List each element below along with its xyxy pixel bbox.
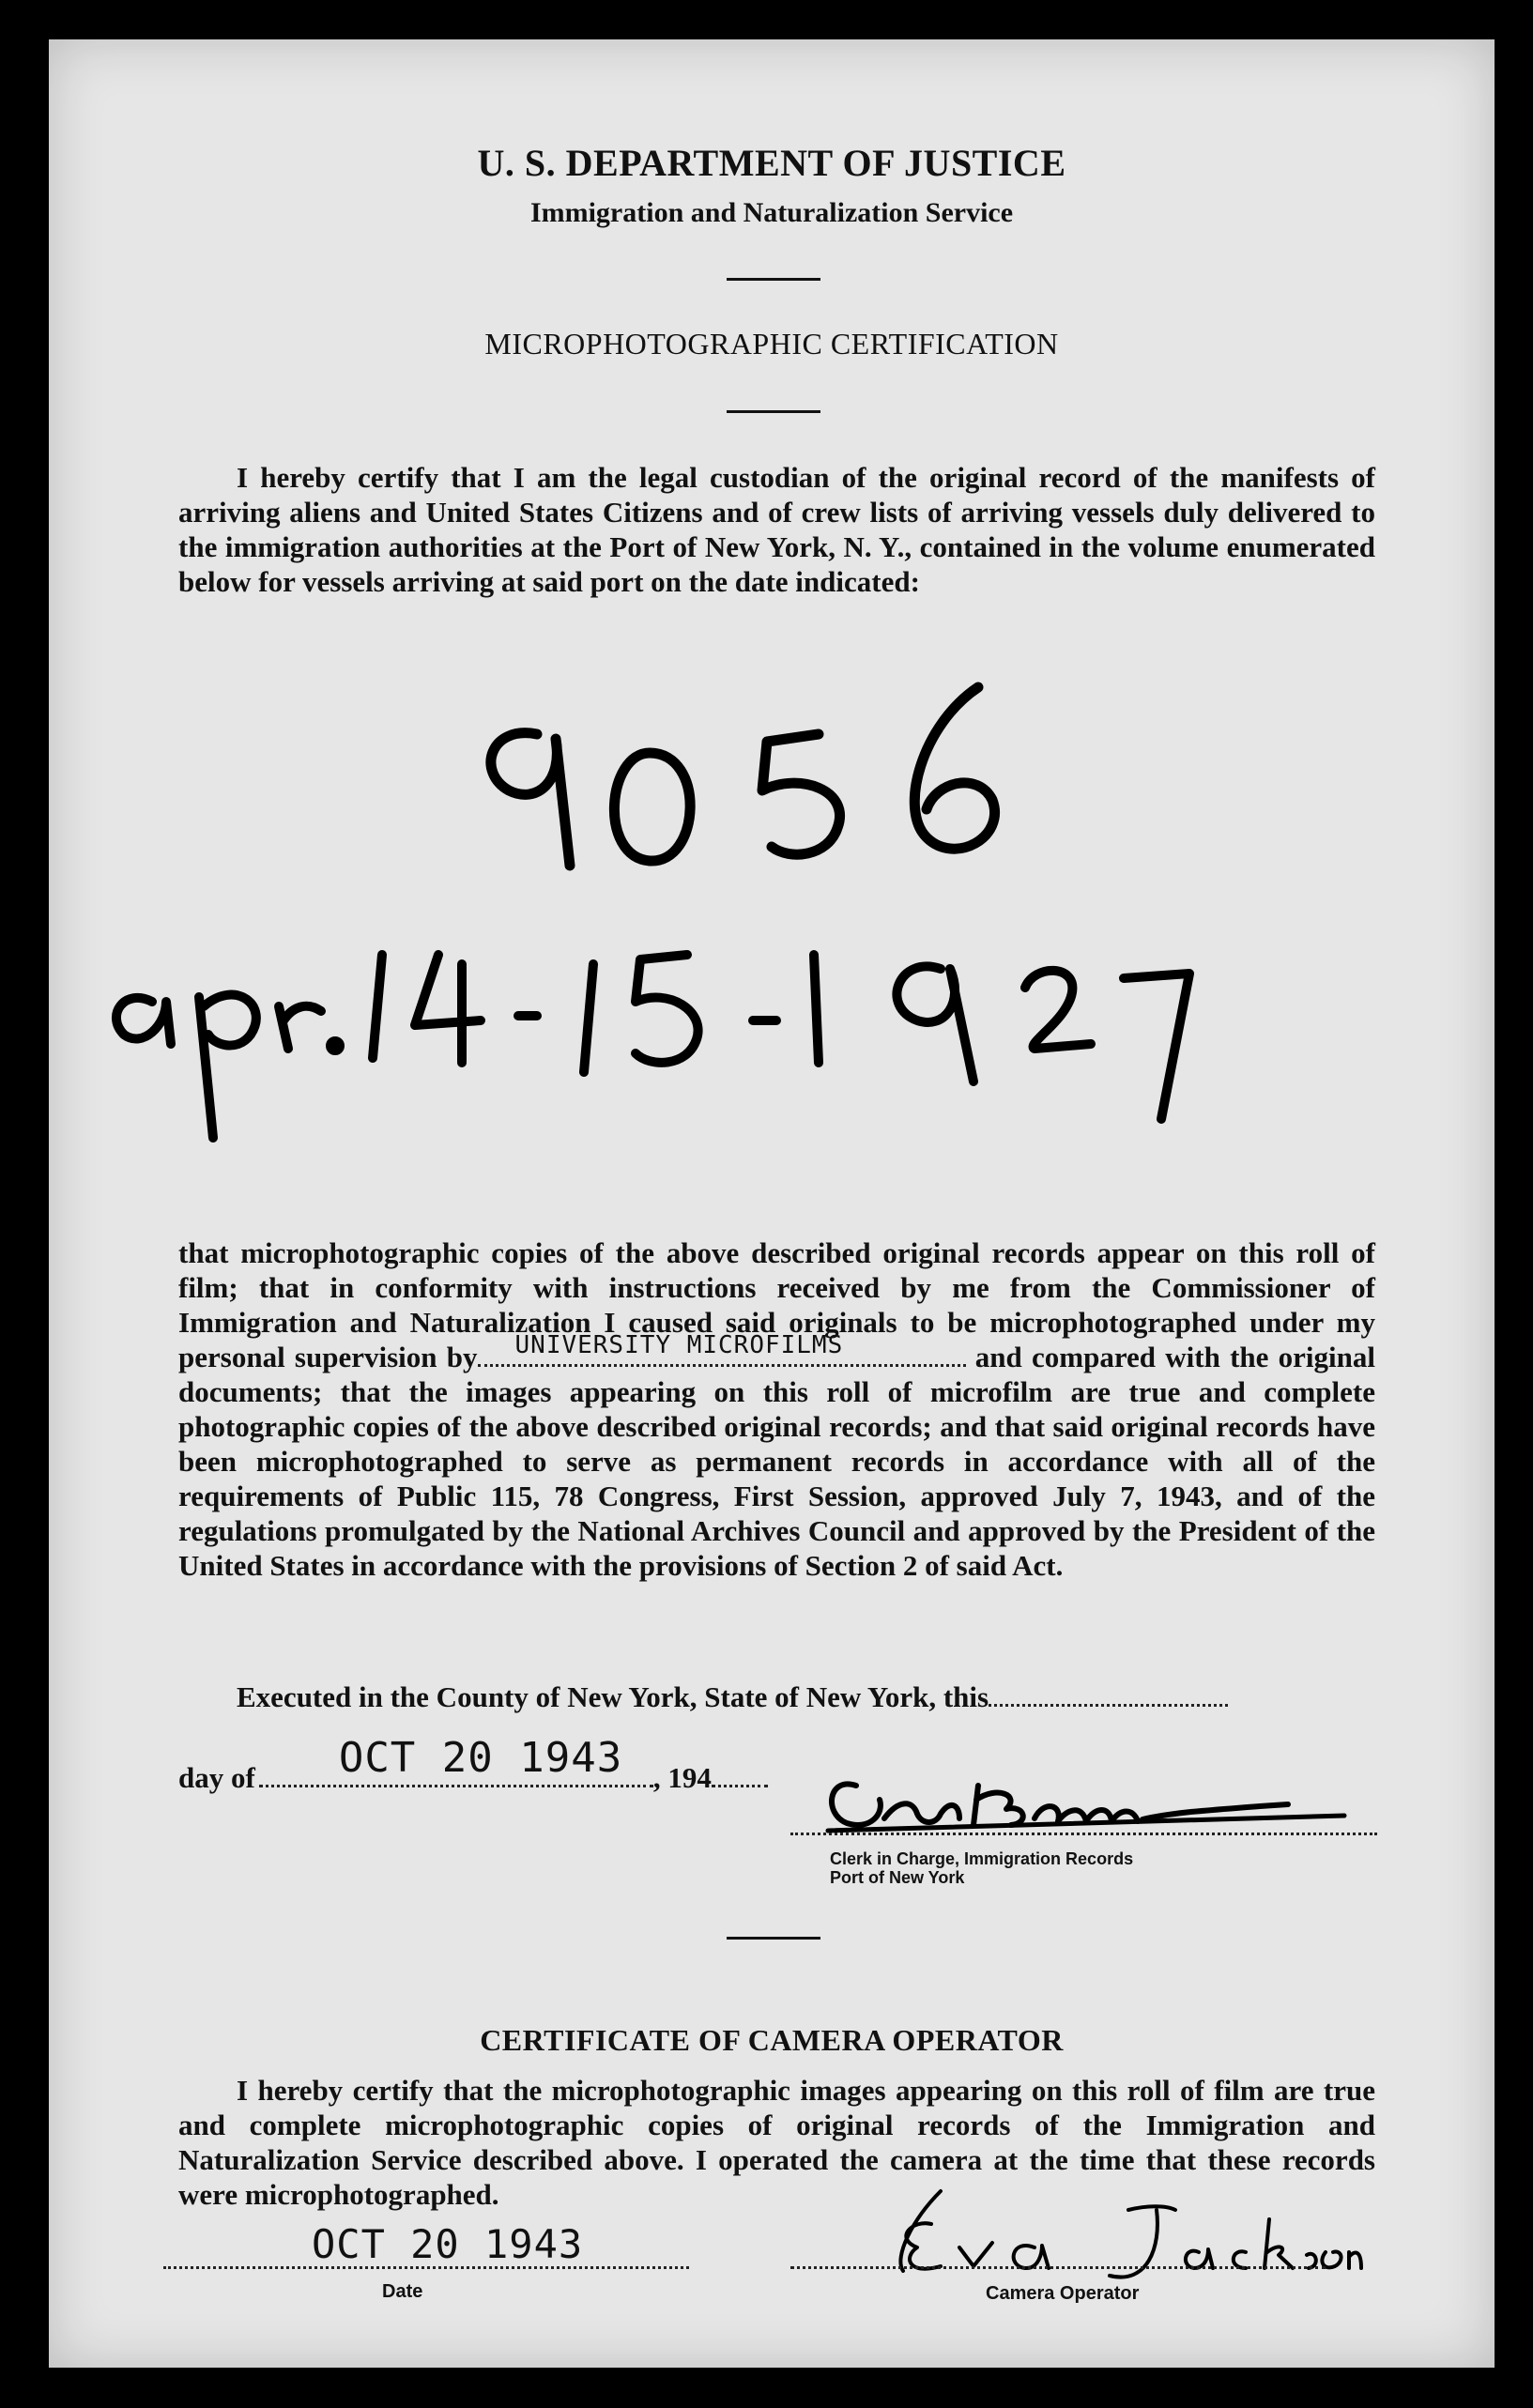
photographer-stamp: UNIVERSITY MICROFILMS xyxy=(514,1331,844,1359)
year-suffix: , 194 xyxy=(652,1761,712,1794)
clerk-caption xyxy=(830,1849,1133,1887)
executed-line xyxy=(237,1680,1228,1714)
year-field xyxy=(712,1762,768,1787)
day-of-field xyxy=(259,1734,653,1787)
executed-day-field xyxy=(989,1681,1228,1707)
certificate-page xyxy=(49,39,1495,2368)
certification-title: MICROPHOTOGRAPHIC CERTIFICATION xyxy=(484,327,1059,360)
photographer-field xyxy=(478,1331,966,1367)
handwritten-digit xyxy=(914,687,994,849)
handwritten-digit xyxy=(614,753,690,861)
divider xyxy=(727,410,820,413)
handwritten-digit xyxy=(762,734,840,854)
camera-operator-paragraph: I hereby certify that the microphotographic images appearing on this roll of film are true and complete microphotographic copies of original records of the Immigration and Naturalization Service described above. I operated the camera at the time that these records were microphotographed. xyxy=(178,2074,1375,2211)
executed-text: Executed in the County of New York, State of New York, this xyxy=(237,1680,989,1713)
clerk-signature xyxy=(819,1748,1363,1842)
body-text-part2: and compared with the original documents; that the images appearing on this roll of microfilm are true and complete photographic copies of the above described original records; and that said original records have been microphotographed to serve as permanent records in accordance with all of the requirements of Public 115, 78 Congress, First Session, approved July 7, 1943, and of the regulations promulgated by the National Archives Council and approved by the President of the United States in accordance with the provisions of Section 2 of said Act. xyxy=(178,1341,1375,1582)
body-paragraph xyxy=(178,1235,1375,1583)
service-subheading: Immigration and Naturalization Service xyxy=(529,197,1014,228)
operator-signature xyxy=(875,2182,1363,2285)
body-text-part1: that microphotographic copies of the above described original records appear on this roll of film; that in conformity with instructions received by me from the Commissioner of Immigration and Naturalization I caused said originals to be microphotographed under my personal supervision by xyxy=(178,1236,1375,1373)
handwritten-date xyxy=(116,955,1189,1138)
clerk-title: Clerk in Charge, Immigration Records xyxy=(830,1849,1134,1868)
stamped-date: OCT 20 1943 xyxy=(338,1734,623,1782)
divider xyxy=(727,278,820,281)
date-label: Date xyxy=(382,2281,423,2302)
clerk-signature-line xyxy=(790,1833,1377,1835)
department-heading: U. S. DEPARTMENT OF JUSTICE xyxy=(477,142,1066,184)
day-of-line xyxy=(178,1734,768,1795)
divider xyxy=(727,1937,820,1940)
intro-paragraph: I hereby certify that I am the legal custodian of the original record of the manifests of arriving aliens and United States Citizens and of crew lists of arriving vessels duly delivered to the immigration authorities at the Port of New York, N. Y., contained in the volume enumerated below for vessels arriving at said port on the date indicated: xyxy=(178,461,1375,598)
operator-stamped-date: OCT 20 1943 xyxy=(312,2221,584,2267)
camera-operator-line xyxy=(790,2266,1326,2269)
handwritten-digit xyxy=(491,733,570,866)
date-line xyxy=(163,2266,689,2269)
camera-operator-label: Camera Operator xyxy=(986,2283,1140,2304)
clerk-port: Port of New York xyxy=(830,1868,965,1887)
camera-operator-title: CERTIFICATE OF CAMERA OPERATOR xyxy=(480,2023,1064,2057)
day-of-label: day of xyxy=(178,1761,255,1794)
